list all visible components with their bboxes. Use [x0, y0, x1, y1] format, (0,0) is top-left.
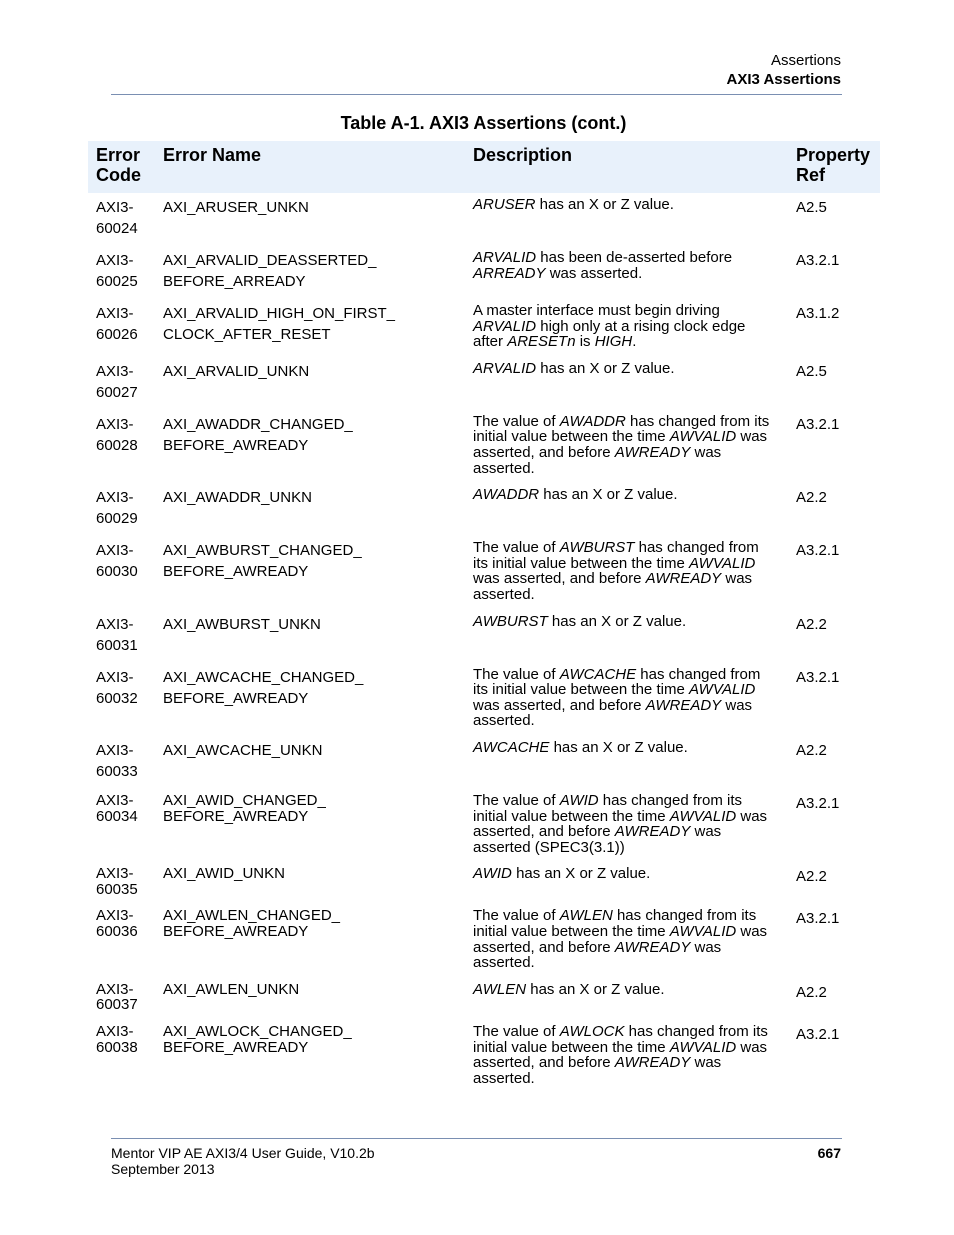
property-ref-cell: [788, 410, 880, 483]
description-text: was: [690, 938, 722, 956]
header-rule: [111, 94, 842, 95]
signal-name: AWADDR: [559, 412, 626, 430]
signal-name: AWLEN: [473, 980, 527, 998]
description-text: has an X or Z value.: [511, 865, 651, 883]
description-text: has changed from its: [624, 1023, 768, 1041]
description-cell: [465, 862, 788, 904]
property-ref-cell: [788, 299, 880, 357]
signal-name: ARREADY: [473, 264, 546, 282]
signal-name: AWCACHE: [559, 665, 637, 683]
error-code-line: AXI3-: [96, 1023, 134, 1041]
description-text: asserted, and before: [473, 823, 615, 841]
error-name-cell: [155, 663, 465, 736]
error-name-cell: [155, 736, 465, 789]
description-text: asserted.: [473, 712, 535, 730]
error-name-line: BEFORE_AWREADY: [163, 923, 309, 941]
column-header-property-ref: Property Ref: [788, 141, 880, 193]
error-code-line: 60024: [96, 220, 138, 237]
error-code-line: AXI3-: [96, 362, 134, 380]
property-ref-cell: [788, 536, 880, 609]
description-text: The value of: [473, 412, 560, 430]
error-name-cell: [155, 904, 465, 977]
error-code-cell: [88, 862, 155, 904]
error-name-line: BEFORE_AWREADY: [163, 436, 309, 454]
error-name-line: BEFORE_ARREADY: [163, 273, 306, 290]
error-code-cell: [88, 663, 155, 736]
description-text: The value of: [473, 791, 560, 809]
description-text: asserted.: [473, 585, 535, 603]
error-code-line: AXI3-: [96, 305, 134, 322]
error-code-line: AXI3-: [96, 791, 134, 809]
signal-name: AWCACHE: [473, 738, 550, 756]
description-text: asserted, and before: [473, 938, 615, 956]
signal-name: AWREADY: [614, 443, 691, 461]
error-code-cell: [88, 904, 155, 977]
signal-name: AWVALID: [669, 923, 737, 941]
error-name-line: AXI_AWLOCK_CHANGED_: [163, 1023, 352, 1041]
property-ref-cell: [788, 357, 880, 410]
error-code-cell: [88, 1020, 155, 1093]
error-code-cell: [88, 357, 155, 410]
property-ref: A2.5: [796, 362, 827, 380]
error-code-cell: [88, 246, 155, 299]
property-ref: A3.2.1: [796, 1026, 840, 1044]
description-text: The value of: [473, 665, 560, 683]
table-row: [88, 610, 880, 663]
error-code-line: 60027: [96, 383, 138, 401]
property-ref-cell: [788, 483, 880, 536]
property-ref: A2.2: [796, 615, 827, 633]
signal-name: ARESETn: [507, 333, 576, 351]
description-text: was: [736, 428, 768, 446]
property-ref: A3.2.1: [796, 794, 840, 812]
signal-name: ARVALID: [473, 359, 537, 377]
error-code-line: 60032: [96, 689, 138, 707]
description-text: was: [736, 807, 768, 825]
error-code-line: AXI3-: [96, 542, 134, 560]
error-code-cell: [88, 483, 155, 536]
description-text: is: [575, 333, 595, 351]
property-ref-cell: [788, 1020, 880, 1093]
error-name-cell: [155, 1020, 465, 1093]
error-code-line: AXI3-: [96, 415, 134, 433]
description-text: was: [721, 570, 753, 588]
table-row: [88, 536, 880, 609]
description-text: was asserted, and before: [473, 696, 646, 714]
description-text: was: [690, 1054, 722, 1072]
footer-rule: [111, 1138, 842, 1139]
description-text: initial value between the time: [473, 923, 670, 941]
error-name-line: AXI_AWBURST_CHANGED_: [163, 542, 362, 560]
error-code-line: AXI3-: [96, 907, 134, 925]
description-cell: [465, 904, 788, 977]
error-code-cell: [88, 789, 155, 862]
description-text: after: [473, 333, 508, 351]
signal-name: AWVALID: [688, 554, 756, 572]
description-cell: [465, 610, 788, 663]
error-code-line: 60037: [96, 996, 138, 1014]
error-code-line: 60035: [96, 880, 138, 898]
error-name-cell: [155, 193, 465, 246]
property-ref-cell: [788, 904, 880, 977]
table-row: [88, 410, 880, 483]
description-text: was: [736, 1038, 768, 1056]
signal-name: ARVALID: [473, 317, 537, 335]
description-cell: [465, 410, 788, 483]
error-name-line: AXI_AWLEN_CHANGED_: [163, 907, 340, 925]
description-text: high only at a rising clock edge: [536, 317, 746, 335]
table-row: [88, 736, 880, 789]
description-cell: [465, 978, 788, 1020]
signal-name: AWVALID: [669, 807, 737, 825]
footer-guide-title: Mentor VIP AE AXI3/4 User Guide, V10.2b: [111, 1145, 375, 1161]
error-name-line: AXI_ARVALID_DEASSERTED_: [163, 252, 377, 269]
error-code-line: AXI3-: [96, 252, 134, 269]
error-name-line: AXI_AWLEN_UNKN: [163, 980, 300, 998]
signal-name: AWREADY: [614, 1054, 691, 1072]
property-ref: A3.2.1: [796, 910, 840, 928]
column-header-error-name: Error Name: [155, 141, 465, 193]
property-ref-cell: [788, 789, 880, 862]
signal-name: AWREADY: [614, 823, 691, 841]
error-code-cell: [88, 610, 155, 663]
error-name-line: AXI_ARVALID_HIGH_ON_FIRST_: [163, 305, 396, 322]
signal-name: AWID: [473, 865, 512, 883]
description-text: initial value between the time: [473, 428, 670, 446]
table-row: [88, 193, 880, 246]
property-ref: A2.2: [796, 983, 827, 1001]
description-text: has an X or Z value.: [539, 486, 678, 504]
error-code-cell: [88, 193, 155, 246]
error-name-line: AXI_ARUSER_UNKN: [163, 199, 309, 216]
error-code-line: AXI3-: [96, 489, 134, 507]
description-text: was asserted, and before: [473, 570, 646, 588]
property-ref-cell: [788, 610, 880, 663]
description-text: its initial value between the time: [473, 681, 689, 699]
property-ref: A3.2.1: [796, 668, 840, 686]
table-row: [88, 663, 880, 736]
signal-name: AWREADY: [645, 696, 722, 714]
error-name-cell: [155, 357, 465, 410]
description-cell: [465, 357, 788, 410]
property-ref: A2.5: [796, 199, 827, 216]
error-code-line: AXI3-: [96, 668, 134, 686]
error-name-line: BEFORE_AWREADY: [163, 689, 309, 707]
description-cell: [465, 1020, 788, 1093]
description-text: has an X or Z value.: [536, 359, 675, 377]
error-code-line: AXI3-: [96, 741, 134, 759]
property-ref-cell: [788, 736, 880, 789]
description-text: asserted.: [473, 1069, 535, 1087]
property-ref: A3.2.1: [796, 542, 840, 560]
property-ref: A3.2.1: [796, 252, 840, 269]
table-row: [88, 299, 880, 357]
error-code-line: AXI3-: [96, 865, 134, 883]
error-name-cell: [155, 610, 465, 663]
table-row: [88, 862, 880, 904]
property-ref: A2.2: [796, 868, 827, 886]
signal-name: AWLOCK: [559, 1023, 625, 1041]
property-ref: A2.2: [796, 489, 827, 507]
signal-name: AWADDR: [473, 486, 540, 504]
running-header-subsection: AXI3 Assertions: [726, 71, 841, 88]
property-ref: A3.2.1: [796, 415, 840, 433]
table-row: [88, 1020, 880, 1093]
error-name-cell: [155, 246, 465, 299]
table-body: [88, 193, 880, 1093]
signal-name: ARUSER: [473, 196, 536, 213]
description-text: has changed from its: [625, 412, 770, 430]
error-code-line: AXI3-: [96, 615, 134, 633]
error-code-line: 60025: [96, 273, 138, 290]
error-name-line: AXI_AWID_UNKN: [163, 865, 285, 883]
error-name-line: CLOCK_AFTER_RESET: [163, 326, 331, 343]
description-cell: [465, 663, 788, 736]
description-text: A master interface must begin driving: [473, 302, 720, 319]
description-text: has an X or Z value.: [535, 196, 674, 213]
error-code-line: AXI3-: [96, 980, 134, 998]
description-cell: [465, 193, 788, 246]
error-code-cell: [88, 536, 155, 609]
table-row: [88, 978, 880, 1020]
description-text: was asserted.: [545, 264, 643, 282]
description-text: was: [736, 923, 768, 941]
description-cell: [465, 246, 788, 299]
error-name-line: BEFORE_AWREADY: [163, 563, 309, 581]
property-ref-cell: [788, 193, 880, 246]
description-text: initial value between the time: [473, 1038, 670, 1056]
error-code-line: 60031: [96, 636, 138, 654]
table-header-row: [88, 141, 880, 193]
description-text: was: [690, 823, 722, 841]
error-name-line: AXI_AWBURST_UNKN: [163, 615, 321, 633]
signal-name: AWLEN: [559, 907, 613, 925]
error-code-line: 60038: [96, 1038, 138, 1056]
error-code-cell: [88, 299, 155, 357]
signal-name: AWBURST: [559, 539, 635, 557]
error-code-line: 60033: [96, 762, 138, 780]
error-name-cell: [155, 410, 465, 483]
description-text: its initial value between the time: [473, 554, 689, 572]
table-row: [88, 357, 880, 410]
error-name-cell: [155, 978, 465, 1020]
error-name-line: AXI_AWCACHE_CHANGED_: [163, 668, 364, 686]
description-cell: [465, 736, 788, 789]
error-code-line: 60030: [96, 563, 138, 581]
error-name-line: AXI_AWADDR_UNKN: [163, 489, 312, 507]
page-number: 667: [817, 1145, 841, 1161]
error-code-cell: [88, 410, 155, 483]
property-ref-cell: [788, 246, 880, 299]
signal-name: ARVALID: [473, 249, 537, 266]
table-row: [88, 904, 880, 977]
signal-name: AWVALID: [669, 1038, 737, 1056]
description-text: has an X or Z value.: [547, 612, 687, 630]
description-cell: [465, 483, 788, 536]
error-code-cell: [88, 978, 155, 1020]
error-name-cell: [155, 536, 465, 609]
error-name-cell: [155, 789, 465, 862]
signal-name: AWREADY: [645, 570, 722, 588]
error-name-cell: [155, 862, 465, 904]
running-header-section: Assertions: [770, 52, 841, 69]
description-cell: [465, 536, 788, 609]
table-row: [88, 789, 880, 862]
error-code-cell: [88, 736, 155, 789]
property-ref-cell: [788, 663, 880, 736]
error-code-line: 60029: [96, 510, 138, 528]
description-text: asserted, and before: [473, 1054, 615, 1072]
error-name-line: AXI_AWCACHE_UNKN: [163, 741, 323, 759]
signal-name: AWVALID: [688, 681, 756, 699]
property-ref-cell: [788, 978, 880, 1020]
description-text: was: [721, 696, 753, 714]
description-text: has changed from its: [612, 907, 757, 925]
footer-date: September 2013: [111, 1161, 215, 1177]
error-code-line: AXI3-: [96, 199, 134, 216]
error-name-line: AXI_ARVALID_UNKN: [163, 362, 310, 380]
description-cell: [465, 789, 788, 862]
error-code-line: 60026: [96, 326, 138, 343]
description-text: has an X or Z value.: [549, 738, 688, 756]
error-code-line: 60034: [96, 807, 138, 825]
description-text: .: [632, 333, 637, 351]
error-name-cell: [155, 483, 465, 536]
error-name-line: BEFORE_AWREADY: [163, 807, 309, 825]
description-text: The value of: [473, 1023, 560, 1041]
table-row: [88, 483, 880, 536]
table-row: [88, 246, 880, 299]
error-name-line: AXI_AWID_CHANGED_: [163, 791, 326, 809]
error-code-line: 60036: [96, 923, 138, 941]
description-text: The value of: [473, 907, 560, 925]
signal-name: AWBURST: [473, 612, 548, 630]
description-text: The value of: [473, 539, 560, 557]
description-text: asserted.: [473, 954, 535, 972]
assertions-table: [88, 141, 880, 1093]
description-text: asserted.: [473, 459, 535, 477]
description-text: has changed from: [636, 665, 761, 683]
description-text: has changed from: [634, 539, 759, 557]
description-text: initial value between the time: [473, 807, 670, 825]
signal-name: AWREADY: [614, 938, 691, 956]
error-name-line: BEFORE_AWREADY: [163, 1038, 309, 1056]
description-text: has an X or Z value.: [526, 980, 665, 998]
property-ref: A3.1.2: [796, 305, 840, 322]
table-caption: Table A-1. AXI3 Assertions (cont.): [340, 113, 627, 133]
property-ref: A2.2: [796, 741, 827, 759]
signal-name: AWVALID: [669, 428, 737, 446]
description-text: has changed from its: [598, 791, 743, 809]
column-header-error-code: Error Code: [88, 141, 155, 193]
description-cell: [465, 299, 788, 357]
signal-name: HIGH: [594, 333, 633, 351]
signal-name: AWID: [559, 791, 599, 809]
description-text: asserted (SPEC3(3.1)): [473, 838, 625, 856]
description-text: asserted, and before: [473, 443, 615, 461]
description-text: was: [690, 443, 722, 461]
description-text: has been de-asserted before: [536, 249, 733, 266]
error-name-cell: [155, 299, 465, 357]
error-code-line: 60028: [96, 436, 138, 454]
error-name-line: AXI_AWADDR_CHANGED_: [163, 415, 353, 433]
column-header-description: Description: [465, 141, 788, 193]
property-ref-cell: [788, 862, 880, 904]
